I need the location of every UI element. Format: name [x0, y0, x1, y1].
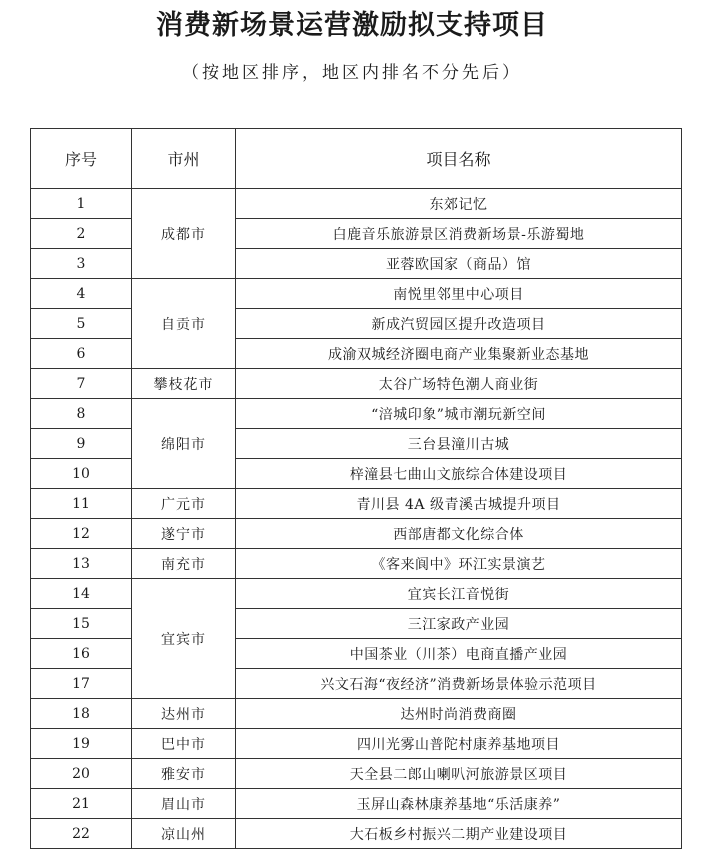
- row-project-name: 东郊记忆: [236, 189, 682, 219]
- row-project-name: 南悦里邻里中心项目: [236, 279, 682, 309]
- table-row: [31, 279, 682, 309]
- page-subtitle: （按地区排序，地区内排名不分先后）: [182, 63, 522, 83]
- row-index: 14: [31, 579, 132, 609]
- row-city: 眉山市: [132, 789, 236, 819]
- table-row: [31, 519, 682, 549]
- row-project-name: 青川县 4A 级青溪古城提升项目: [236, 489, 682, 519]
- row-project-name: 成渝双城经济圈电商产业集聚新业态基地: [236, 339, 682, 369]
- row-city: 遂宁市: [132, 519, 236, 549]
- project-table: [30, 128, 682, 849]
- row-project-name: 《客来阆中》环江实景演艺: [236, 549, 682, 579]
- row-project-name: 宜宾长江音悦街: [236, 579, 682, 609]
- row-city: 雅安市: [132, 759, 236, 789]
- table-row: [31, 399, 682, 429]
- table-body: [31, 189, 682, 849]
- row-index: 9: [31, 429, 132, 459]
- row-project-name: 达州时尚消费商圈: [236, 699, 682, 729]
- row-index: 2: [31, 219, 132, 249]
- table-row: [31, 579, 682, 609]
- table-row: [31, 219, 682, 249]
- row-project-name: 梓潼县七曲山文旅综合体建设项目: [236, 459, 682, 489]
- row-project-name: 中国茶业（川茶）电商直播产业园: [236, 639, 682, 669]
- row-city: 达州市: [132, 699, 236, 729]
- row-index: 8: [31, 399, 132, 429]
- row-city: 广元市: [132, 489, 236, 519]
- row-project-name: 白鹿音乐旅游景区消费新场景-乐游蜀地: [236, 219, 682, 249]
- row-index: 6: [31, 339, 132, 369]
- table-row: [31, 489, 682, 519]
- row-city: 巴中市: [132, 729, 236, 759]
- row-index: 16: [31, 639, 132, 669]
- row-index: 13: [31, 549, 132, 579]
- table-row: [31, 789, 682, 819]
- row-city: 攀枝花市: [132, 369, 236, 399]
- row-project-name: 三江家政产业园: [236, 609, 682, 639]
- row-index: 21: [31, 789, 132, 819]
- table-row: [31, 459, 682, 489]
- row-city: 凉山州: [132, 819, 236, 849]
- row-project-name: 天全县二郎山喇叭河旅游景区项目: [236, 759, 682, 789]
- row-city: 宜宾市: [132, 579, 236, 699]
- row-index: 5: [31, 309, 132, 339]
- page-title: 消费新场景运营激励拟支持项目: [156, 10, 548, 41]
- row-project-name: 西部唐都文化综合体: [236, 519, 682, 549]
- table-row: [31, 699, 682, 729]
- table-row: [31, 429, 682, 459]
- row-project-name: 玉屏山森林康养基地“乐活康养”: [236, 789, 682, 819]
- row-city: 成都市: [132, 189, 236, 279]
- row-project-name: 亚蓉欧国家（商品）馆: [236, 249, 682, 279]
- row-index: 20: [31, 759, 132, 789]
- row-index: 15: [31, 609, 132, 639]
- row-index: 17: [31, 669, 132, 699]
- row-index: 22: [31, 819, 132, 849]
- row-index: 19: [31, 729, 132, 759]
- table-row: [31, 549, 682, 579]
- row-index: 12: [31, 519, 132, 549]
- row-project-name: 新成汽贸园区提升改造项目: [236, 309, 682, 339]
- row-index: 11: [31, 489, 132, 519]
- row-index: 1: [31, 189, 132, 219]
- row-index: 3: [31, 249, 132, 279]
- row-city: 自贡市: [132, 279, 236, 369]
- table-row: [31, 729, 682, 759]
- row-city: 绵阳市: [132, 399, 236, 489]
- row-project-name: 大石板乡村振兴二期产业建设项目: [236, 819, 682, 849]
- table-row: [31, 369, 682, 399]
- row-index: 18: [31, 699, 132, 729]
- table-row: [31, 189, 682, 219]
- header-index: 序号: [31, 129, 132, 189]
- header-row: [31, 129, 682, 189]
- row-project-name: 四川光雾山普陀村康养基地项目: [236, 729, 682, 759]
- table-header: [31, 129, 682, 189]
- table-row: [31, 309, 682, 339]
- table-row: [31, 819, 682, 849]
- table-row: [31, 339, 682, 369]
- row-city: 南充市: [132, 549, 236, 579]
- row-project-name: 三台县潼川古城: [236, 429, 682, 459]
- table-row: [31, 639, 682, 669]
- header-city: 市州: [132, 129, 236, 189]
- table-row: [31, 669, 682, 699]
- table-row: [31, 249, 682, 279]
- table-row: [31, 759, 682, 789]
- row-project-name: 太谷广场特色潮人商业街: [236, 369, 682, 399]
- row-index: 4: [31, 279, 132, 309]
- row-index: 7: [31, 369, 132, 399]
- row-project-name: 兴文石海“夜经济”消费新场景体验示范项目: [236, 669, 682, 699]
- table-row: [31, 609, 682, 639]
- row-index: 10: [31, 459, 132, 489]
- header-project-name: 项目名称: [236, 129, 682, 189]
- row-project-name: “涪城印象”城市潮玩新空间: [236, 399, 682, 429]
